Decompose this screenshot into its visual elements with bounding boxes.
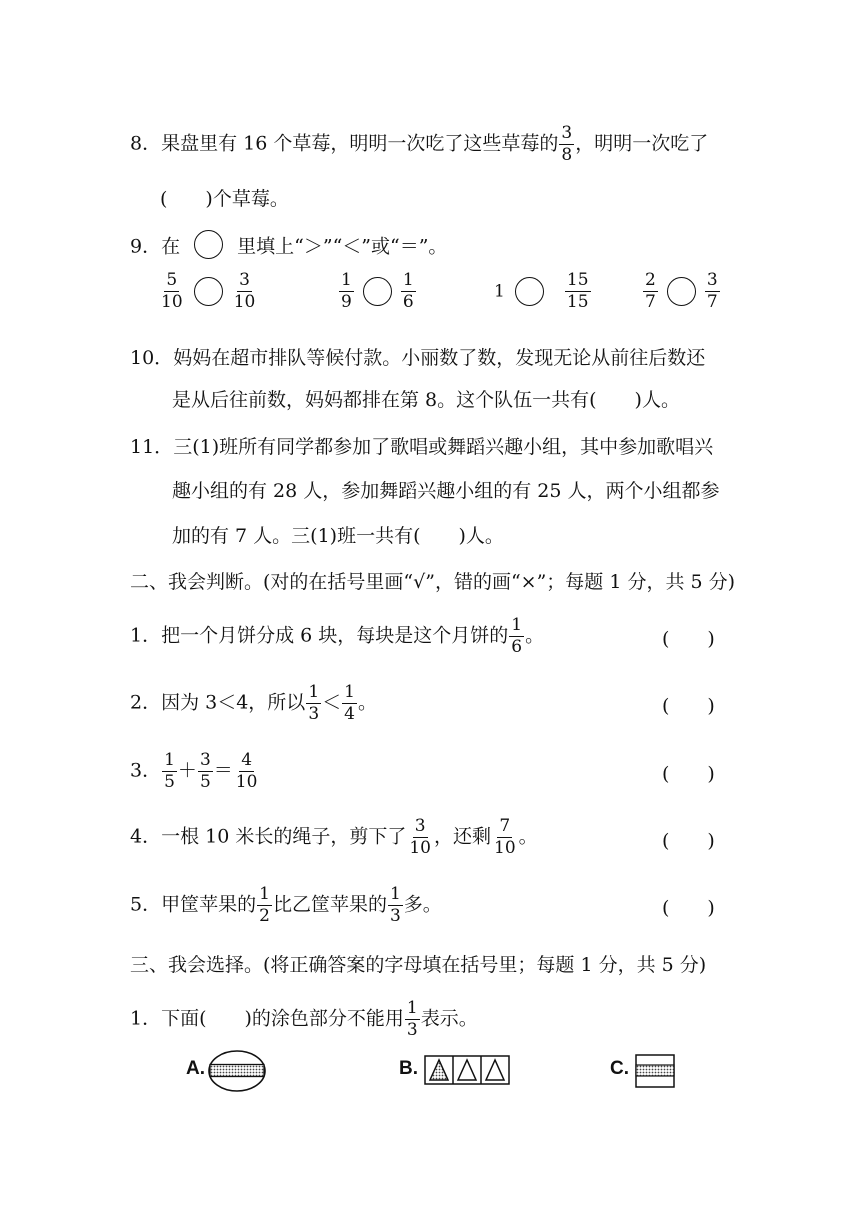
denominator: 10 bbox=[161, 292, 183, 312]
numerator: 1 bbox=[344, 682, 355, 702]
question-text: ，还剩 bbox=[434, 825, 492, 848]
question-text: 妈妈在超市排队等候付款。小丽数了数，发现无论从前往后数还 bbox=[173, 347, 706, 369]
question-text: 里填上“＞”“＜”或“＝”。 bbox=[237, 235, 448, 258]
question-text: 下面( )的涂色部分不能用 bbox=[161, 1007, 404, 1030]
denominator: 10 bbox=[233, 292, 256, 312]
question-text: ，明明一次吃了 bbox=[575, 132, 709, 155]
numerator: 3 bbox=[706, 270, 718, 290]
question-text: 比乙筐苹果的 bbox=[272, 893, 387, 916]
question-text: 因为 3＜4，所以 bbox=[161, 691, 306, 714]
denominator: 3 bbox=[308, 704, 320, 724]
option-a-label[interactable]: A. bbox=[186, 1058, 205, 1079]
section-2-heading: 二、我会判断。(对的在括号里画“√”，错的画“×”；每题 1 分，共 5 分) bbox=[130, 571, 736, 593]
question-text: 三(1)班所有同学都参加了歌唱或舞蹈兴趣小组，其中参加歌唱兴 bbox=[173, 436, 714, 458]
question-11-line-3: 加的有 7 人。三(1)班一共有( )人。 bbox=[172, 525, 504, 547]
question-number: 9． bbox=[130, 235, 162, 258]
numerator: 5 bbox=[166, 270, 178, 290]
denominator: 5 bbox=[164, 772, 175, 792]
denominator: 9 bbox=[341, 292, 352, 312]
question-text: 一根 10 米长的绳子，剪下了 bbox=[161, 825, 407, 848]
option-c-rectangle-figure bbox=[636, 1055, 674, 1087]
question-text: 多。 bbox=[403, 893, 442, 916]
numerator: 3 bbox=[199, 750, 211, 770]
operator: ＝ bbox=[213, 759, 233, 782]
question-8-line-2: ( )个草莓。 bbox=[160, 188, 289, 210]
denominator: 10 bbox=[409, 838, 431, 858]
denominator: 7 bbox=[645, 292, 656, 312]
numerator: 1 bbox=[406, 998, 418, 1018]
numerator: 1 bbox=[164, 750, 175, 770]
question-text: 。 bbox=[525, 624, 545, 647]
question-text: 把一个月饼分成 6 块，每块是这个月饼的 bbox=[161, 624, 509, 647]
numerator: 1 bbox=[402, 270, 414, 290]
numerator: 1 bbox=[308, 682, 320, 702]
denominator: 6 bbox=[511, 637, 523, 657]
question-number: 5． bbox=[130, 893, 162, 916]
whole-number: 1 bbox=[494, 281, 505, 302]
denominator: 6 bbox=[402, 292, 414, 312]
question-number: 2． bbox=[130, 691, 162, 714]
denominator: 7 bbox=[706, 292, 718, 312]
numerator: 1 bbox=[511, 615, 523, 635]
question-text: 果盘里有 16 个草莓，明明一次吃了这些草莓的 bbox=[161, 132, 559, 155]
numerator: 4 bbox=[241, 750, 253, 770]
option-a-ellipse-figure bbox=[209, 1051, 265, 1091]
answer-parentheses[interactable]: ( ) bbox=[662, 897, 715, 919]
numerator: 3 bbox=[561, 123, 573, 143]
numerator: 1 bbox=[259, 884, 270, 904]
denominator: 5 bbox=[199, 772, 211, 792]
question-text: 甲筐苹果的 bbox=[161, 893, 257, 916]
denominator: 3 bbox=[406, 1020, 418, 1040]
section-3-heading: 三、我会选择。(将正确答案的字母填在括号里；每题 1 分，共 5 分) bbox=[130, 954, 707, 976]
answer-parentheses[interactable]: ( ) bbox=[662, 763, 715, 785]
numerator: 2 bbox=[645, 270, 656, 290]
answer-parentheses[interactable]: ( ) bbox=[662, 628, 715, 650]
denominator: 2 bbox=[259, 906, 270, 926]
option-b-triangles-figure bbox=[425, 1056, 509, 1084]
question-11-line-2: 趣小组的有 28 人，参加舞蹈兴趣小组的有 25 人，两个小组都参 bbox=[172, 480, 720, 502]
question-10-line-2: 是从后往前数，妈妈都排在第 8。这个队伍一共有( )人。 bbox=[172, 389, 680, 411]
question-number: 1． bbox=[130, 624, 162, 647]
numerator: 3 bbox=[414, 816, 426, 836]
operator: ＜ bbox=[322, 691, 342, 714]
denominator: 8 bbox=[561, 145, 573, 165]
question-number: 1． bbox=[130, 1007, 162, 1030]
numerator: 7 bbox=[499, 816, 511, 836]
question-text: 在 bbox=[161, 235, 181, 258]
question-number: 4． bbox=[130, 825, 162, 848]
question-text: 。 bbox=[518, 825, 538, 848]
numerator: 1 bbox=[341, 270, 352, 290]
question-number: 10． bbox=[130, 347, 174, 369]
option-b-label[interactable]: B. bbox=[399, 1058, 418, 1079]
question-text: 。 bbox=[357, 691, 377, 714]
operator: ＋ bbox=[177, 759, 197, 782]
numerator: 3 bbox=[239, 270, 250, 290]
denominator: 15 bbox=[566, 292, 589, 312]
question-number: 8． bbox=[130, 132, 162, 155]
question-number: 3． bbox=[130, 759, 162, 782]
denominator: 4 bbox=[344, 704, 355, 724]
denominator: 10 bbox=[494, 838, 516, 858]
denominator: 3 bbox=[389, 906, 401, 926]
answer-parentheses[interactable]: ( ) bbox=[662, 695, 715, 717]
numerator: 15 bbox=[566, 270, 589, 290]
question-number: 11． bbox=[130, 436, 174, 458]
denominator: 10 bbox=[235, 772, 258, 792]
numerator: 1 bbox=[389, 884, 401, 904]
option-c-label[interactable]: C. bbox=[610, 1058, 629, 1079]
answer-parentheses[interactable]: ( ) bbox=[662, 830, 715, 852]
question-text: 表示。 bbox=[420, 1007, 478, 1030]
